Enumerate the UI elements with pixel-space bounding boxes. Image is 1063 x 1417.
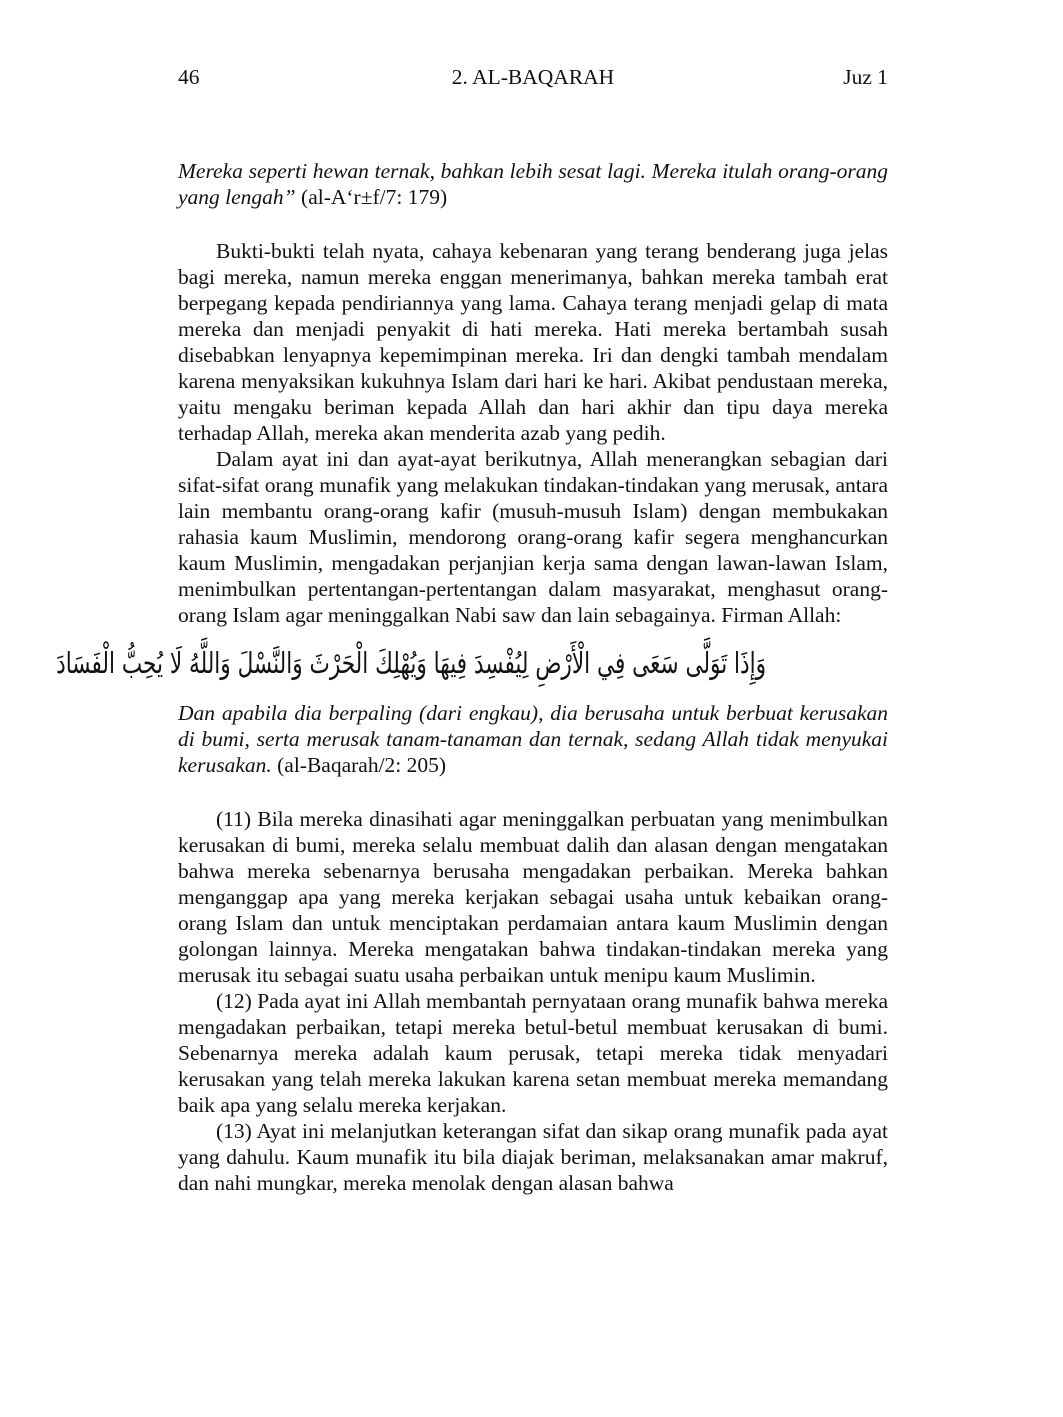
surah-title: 2. AL-BAQARAH [451,65,615,89]
numbered-commentary [178,806,888,1196]
opening-quote-reference: (al-A‘r±f/7: 179) [301,185,448,209]
verse-translation-text: Dan apabila dia berpaling (dari engkau), dia berusaha untuk berbuat kerusakan di bumi, serta merusak tanam-tanaman dan ternak, sedang Allah tidak menyukai kerusakan. [178,701,888,777]
verse-reference: (al-Baqarah/2: 205) [277,753,447,777]
quran-verse-arabic [55,634,888,694]
commentary-paragraph: Bukti-bukti telah nyata, cahaya kebenaran yang terang benderang juga jelas bagi mereka, namun mereka enggan menerimanya, bahkan mereka tambah erat berpegang kepada pendiriannya yang lama. Cahaya terang menjadi gelap di mata mereka dan menjadi penyakit di hati mereka. Hati mereka bertambah susah disebabkan lenyapnya kepemimpinan mereka. Iri dan dengki tambah mendalam karena menyaksikan kukuhnya Islam dari hari ke hari. Akibat pendustaan mereka, yaitu mengaku beriman kepada Allah dan hari akhir dan tipu daya mereka terhadap Allah, mereka akan menderita azab yang pedih. [178,239,888,445]
commentary-paragraph-12: (12) Pada ayat ini Allah membantah pernyataan orang munafik bahwa mereka mengadakan perbaikan, tetapi mereka betul-betul membuat kerusakan di bumi. Sebenarnya mereka adalah kaum perusak, tetapi mereka tidak menyadari kerusakan yang telah mereka lakukan karena setan membuat mereka memandang baik apa yang selalu mereka kerjakan. [178,989,888,1117]
opening-quote [178,158,888,210]
commentary-paragraph: Dalam ayat ini dan ayat-ayat berikutnya, Allah menerangkan sebagian dari sifat-sifat orang munafik yang melakukan tindakan-tindakan yang merusak, antara lain membantu orang-orang kafir (musuh-musuh Islam) dengan membukakan rahasia kaum Muslimin, mendorong orang-orang kafir segera menghancurkan kaum Muslimin, mengadakan perjanjian kerja sama dengan lawan-lawan Islam, menimbulkan pertentangan-pertentangan dalam masyarakat, menghasut orang-orang Islam agar meninggalkan Nabi saw dan lain sebagainya. Firman Allah: [178,447,888,627]
commentary-paragraph-13: (13) Ayat ini melanjutkan keterangan sifat dan sikap orang munafik pada ayat yang dahulu. Kaum munafik itu bila diajak beriman, melaksanakan amar makruf, dan nahi mungkar, mereka menolak dengan alasan bahwa [178,1119,888,1195]
opening-quote-text: Mereka seperti hewan ternak, bahkan lebih sesat lagi. Mereka itulah orang-orang yang lengah” [178,159,888,209]
text-block [55,158,888,1196]
verse-translation [178,700,888,778]
commentary-paragraph-11: (11) Bila mereka dinasihati agar meninggalkan perbuatan yang menimbulkan kerusakan di bumi, mereka selalu membuat dalih dan alasan dengan mengatakan bahwa mereka sebenarnya berusaha mengadakan perbaikan. Mereka bahkan menganggap apa yang mereka kerjakan sebagai usaha untuk kebaikan orang-orang Islam dan untuk menciptakan perdamaian antara kaum Muslimin dengan golongan lainnya. Mereka mengatakan bahwa tindakan-tindakan mereka yang merusak itu sebagai suatu usaha perbaikan untuk menipu kaum Muslimin. [178,807,888,987]
quran-verse-arabic-text: وَإِذَا تَوَلَّى سَعَى فِي الْأَرْضِ لِيُفْسِدَ فِيهَا وَيُهْلِكَ الْحَرْثَ وَالنَّسْلَ وَاللَّهُ لَا يُحِبُّ الْفَسَادَ [55,646,766,680]
juz-label: Juz 1 [843,65,888,89]
running-header [178,64,888,90]
page-number: 46 [178,65,200,89]
